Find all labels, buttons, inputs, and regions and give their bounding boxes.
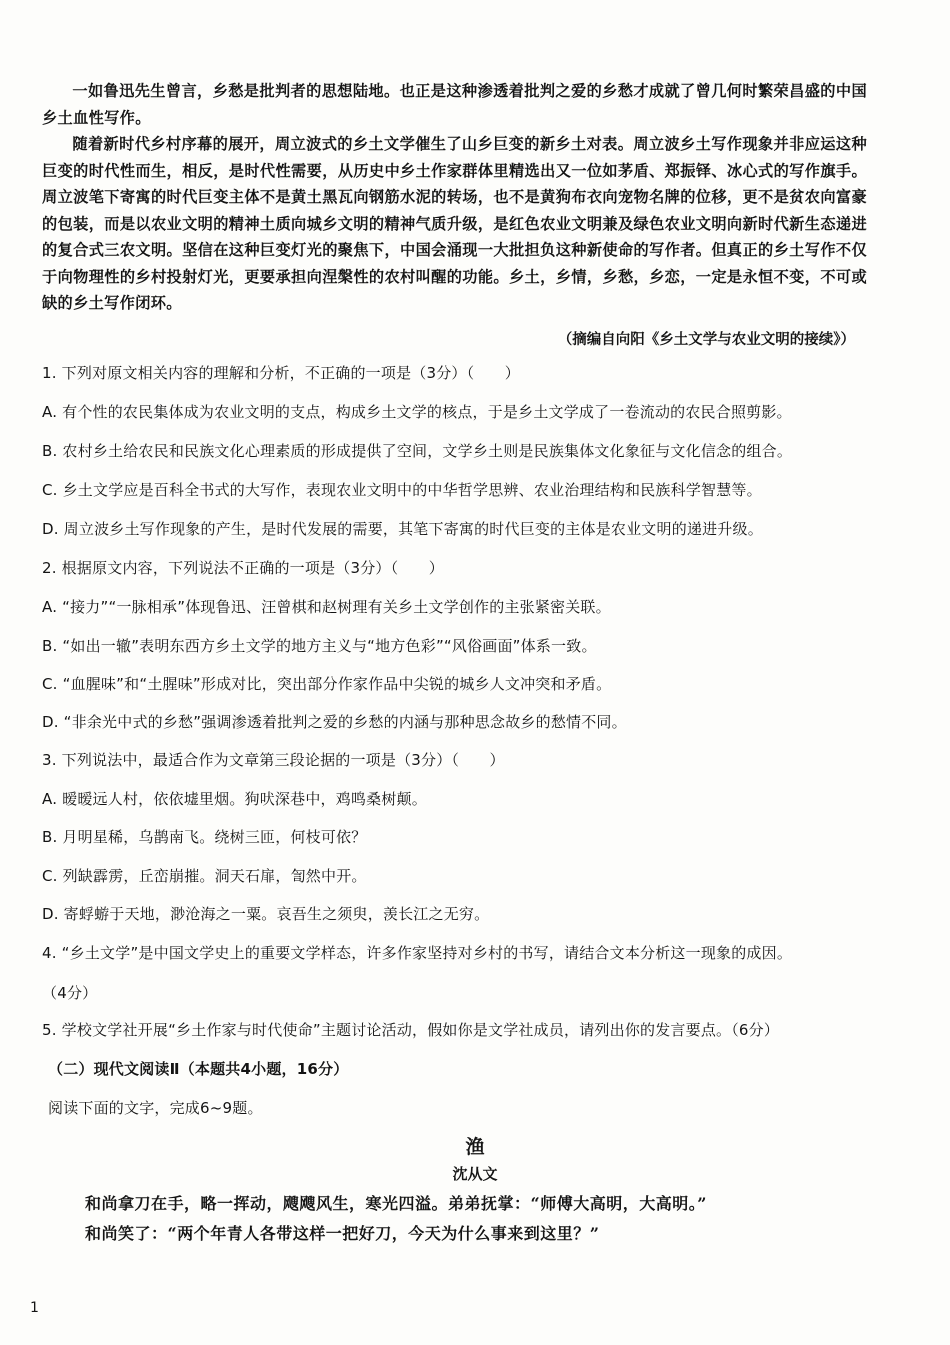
passage-paragraph-2: 随着新时代乡村序幕的展开，周立波式的乡土文学催生了山乡巨变的新乡土对表。周立波乡土写作现象并非应运这种巨变的时代性而生，相反，是时代性需要，从历史中乡土作家群体里精选出又一位如茅盾、郑振铎、冰心式的写作旗手。周立波笔下寄寓的时代巨变主体不是黄土黑瓦向钢筋水泥的转场，也不是黄狗布衣向宠物名牌的位移，更不是贫农向富豪的包装，而是以农业文明的精神土质向城乡文明的精神气质升级，是红色农业文明兼及绿色农业文明向新时代新生态递进的复合式三农文明。坚信在这种巨变灯光的聚焦下，中国会涌现一大批担负这种新使命的写作者。但真正的乡土写作不仅于向物理性的乡村投射灯光，更要承担向涅槃性的农村叫醒的功能。乡土，乡情，乡愁，乡恋，一定是永恒不变，不可或缺的乡土写作闭环。 (42, 135, 867, 312)
question-4: 4. “乡土文学”是中国文学史上的重要文学样态，许多作家坚持对乡村的书写，请结合文本分析这一现象的成因。 (42, 944, 793, 962)
question-3-option-c: C. 列缺霹雳，丘峦崩摧。洞天石扉，訇然中开。 (42, 867, 367, 885)
story-line-1: 和尚拿刀在手，略一挥动，飕飕风生，寒光四溢。弟弟抚掌：“师傅大高明，大高明。” (85, 1194, 707, 1213)
question-2-option-d: D. “非余光中式的乡愁”强调渗透着批判之爱的乡愁的内涵与那种思念故乡的愁情不同。 (42, 713, 627, 731)
question-3: 3. 下列说法中，最适合作为文章第三段论据的一项是（3分）（ ） (42, 751, 505, 769)
question-2-option-a: A. “接力”“一脉相承”体现鲁迅、汪曾棋和赵树理有关乡土文学创作的主张紧密关联。 (42, 598, 611, 616)
question-1-option-b: B. 农村乡土给农民和民族文化心理素质的形成提供了空间，文学乡土则是民族集体文化象征与文化信念的组合。 (42, 442, 793, 460)
question-2: 2. 根据原文内容，下列说法不正确的一项是（3分）（ ） (42, 559, 444, 577)
question-1-option-d: D. 周立波乡土写作现象的产生，是时代发展的需要，其笔下寄寓的时代巨变的主体是农业文明的递进升级。 (42, 520, 763, 538)
question-4-score: （4分） (42, 984, 98, 1002)
question-2-option-c: C. “血腥味”和“土腥味”形成对比，突出部分作家作品中尖锐的城乡人文冲突和矛盾。 (42, 675, 612, 693)
question-5: 5. 学校文学社开展“乡土作家与时代使命”主题讨论活动，假如你是文学社成员，请列出你的发言要点。（6分） (42, 1021, 780, 1039)
question-3-option-a: A. 暧暧远人村，依依墟里烟。狗吠深巷中，鸡鸣桑树颠。 (42, 790, 427, 808)
question-1-option-c: C. 乡土文学应是百科全书式的大写作，表现农业文明中的中华哲学思辨、农业治理结构和民族科学智慧等。 (42, 481, 762, 499)
section-2-heading: （二）现代文阅读Ⅱ（本题共4小题，16分） (48, 1060, 349, 1078)
passage-paragraph-1: 一如鲁迅先生曾言，乡愁是批判者的思想陆地。也正是这种渗透着批判之爱的乡愁才成就了曾几何时繁荣昌盛的中国乡土血性写作。 (42, 82, 867, 127)
passage-source: （摘编自向阳《乡土文学与农业文明的接续》） (557, 331, 855, 348)
question-1-option-a: A. 有个性的农民集体成为农业文明的支点，构成乡土文学的核点，于是乡土文学成了一卷流动的农民合照剪影。 (42, 403, 792, 421)
section-2-instruction: 阅读下面的文字，完成6~9题。 (48, 1099, 263, 1117)
question-1: 1. 下列对原文相关内容的理解和分析，不正确的一项是（3分）（ ） (42, 364, 520, 382)
story-author: 沈从文 (452, 1165, 498, 1183)
story-line-2: 和尚笑了：“两个年青人各带这样一把好刀，今天为什么事来到这里？” (85, 1224, 600, 1243)
page-number: 1 (30, 1300, 39, 1316)
question-2-option-b: B. “如出一辙”表明东西方乡土文学的地方主义与“地方色彩”“风俗画面”体系一致。 (42, 637, 597, 655)
story-title: 渔 (465, 1136, 485, 1158)
question-3-option-d: D. 寄蜉蝣于天地，渺沧海之一粟。哀吾生之须臾，羡长江之无穷。 (42, 905, 490, 923)
question-3-option-b: B. 月明星稀，乌鹊南飞。绕树三匝，何枝可依？ (42, 828, 367, 846)
